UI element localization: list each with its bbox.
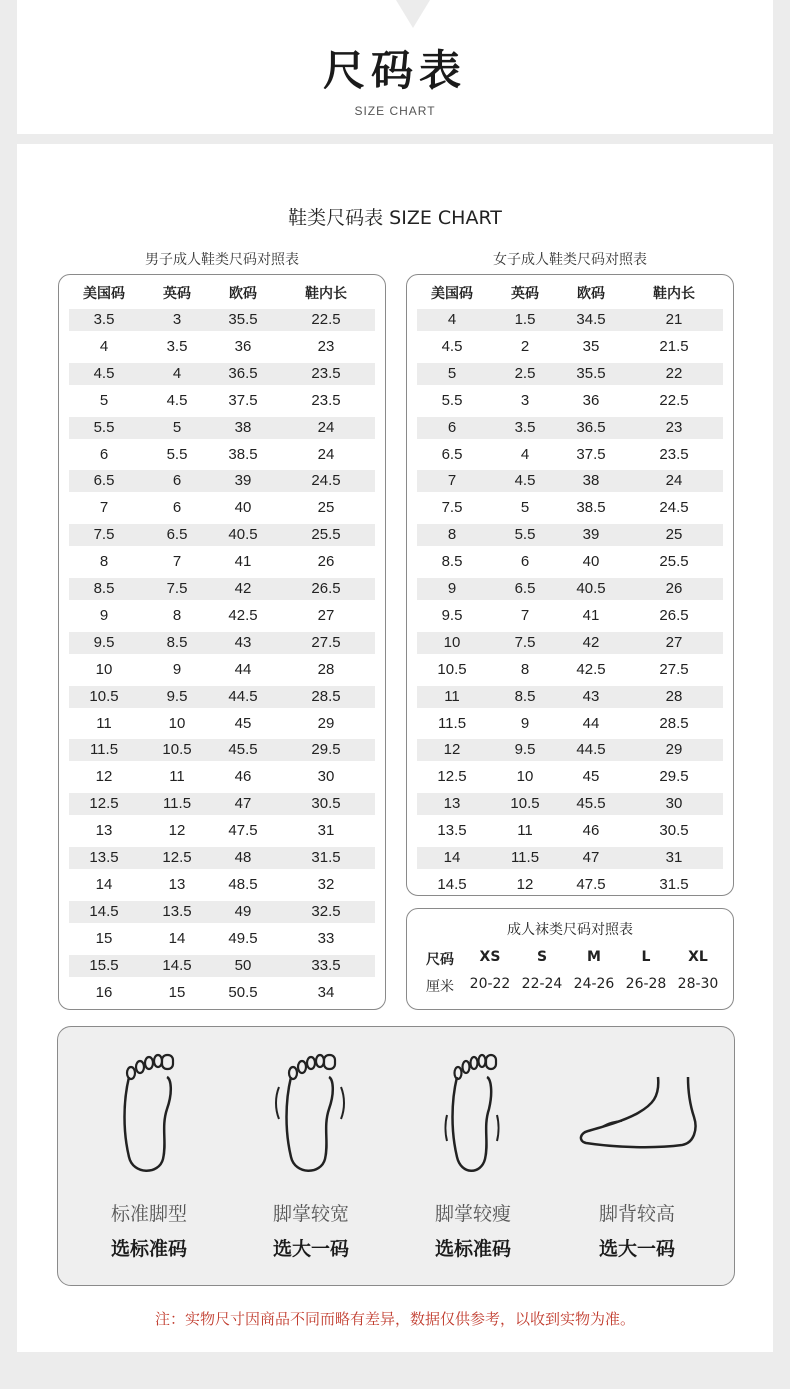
table-cell: 9 (172, 660, 182, 678)
sock-cm-label: 厘米 (426, 979, 454, 995)
table-cell: 12 (168, 822, 186, 840)
table-cell: 10.5 (510, 795, 540, 813)
table-cell: 12.5 (437, 768, 467, 786)
table-cell: 14.5 (162, 956, 192, 974)
foot-type-label: 标准脚型 (110, 1203, 187, 1225)
table-cell: 5 (447, 364, 457, 382)
table-cell: 40.5 (228, 526, 258, 544)
table-cell: 9 (447, 580, 457, 597)
table-cell: 31 (665, 849, 683, 866)
sock-size: XL (688, 949, 708, 965)
table-cell: 41 (234, 553, 252, 571)
page-title: 尺码表 (322, 46, 467, 95)
table-cell: 26.5 (659, 606, 689, 624)
table-cell: 34 (317, 983, 335, 1001)
table-cell: 6.5 (441, 445, 463, 463)
women-size-table (406, 274, 734, 896)
column-header: 欧码 (577, 286, 605, 302)
table-cell: 45.5 (576, 795, 606, 813)
table-cell: 6 (447, 418, 457, 436)
table-cell: 12.5 (162, 849, 192, 866)
table-cell: 8.5 (514, 687, 536, 705)
table-cell: 24.5 (659, 499, 689, 517)
column-header: 英码 (511, 286, 539, 302)
table-cell: 7 (99, 499, 109, 517)
table-cell: 4 (99, 337, 109, 355)
table-cell: 26 (665, 580, 683, 597)
header-notch (396, 0, 430, 28)
table-cell: 7 (447, 472, 457, 490)
table-cell: 6 (172, 472, 182, 490)
table-cell: 30.5 (659, 822, 689, 840)
sock-cm: 24-26 (573, 976, 615, 992)
table-cell: 10.5 (437, 660, 467, 678)
table-cell: 45.5 (228, 741, 258, 759)
table-cell: 23.5 (311, 391, 341, 409)
foot-advice-label: 选标准码 (110, 1238, 187, 1260)
table-cell: 39 (234, 472, 252, 490)
table-cell: 42.5 (576, 660, 606, 678)
table-cell: 6 (520, 553, 530, 571)
table-cell: 48.5 (228, 875, 258, 893)
table-cell: 49 (234, 902, 252, 920)
table-cell: 35 (582, 337, 600, 355)
column-header: 欧码 (229, 286, 257, 302)
table-cell: 40.5 (576, 580, 606, 597)
table-cell: 7.5 (514, 633, 536, 651)
sock-cm: 28-30 (677, 976, 719, 992)
table-cell: 30.5 (311, 795, 341, 813)
table-cell: 22 (665, 364, 683, 382)
table-cell: 44 (234, 660, 252, 678)
foot-type-label: 脚掌较宽 (272, 1203, 349, 1225)
table-cell: 36.5 (228, 364, 258, 382)
table-cell: 9.5 (441, 606, 463, 624)
table-cell: 44 (582, 714, 600, 732)
sock-size: L (641, 949, 651, 965)
table-cell: 4 (172, 364, 182, 382)
table-cell: 36.5 (576, 418, 606, 436)
column-header: 鞋内长 (653, 286, 695, 302)
table-cell: 9 (520, 714, 530, 732)
table-cell: 44.5 (576, 741, 606, 759)
table-cell: 22.5 (659, 391, 689, 409)
table-cell: 14 (168, 929, 186, 947)
table-cell: 27.5 (659, 660, 689, 678)
sock-size: M (587, 949, 601, 965)
table-cell: 11.5 (510, 849, 540, 866)
table-cell: 45 (234, 714, 252, 732)
table-cell: 42 (582, 633, 600, 651)
table-cell: 28 (665, 687, 683, 705)
table-cell: 31.5 (311, 849, 341, 866)
table-cell: 13.5 (437, 822, 467, 840)
table-cell: 11 (517, 822, 533, 840)
column-header: 美国码 (83, 286, 125, 302)
table-cell: 4.5 (441, 337, 463, 355)
table-cell: 37.5 (228, 391, 258, 409)
table-cell: 6.5 (166, 526, 188, 544)
table-cell: 14.5 (437, 875, 467, 893)
table-cell: 13.5 (162, 902, 192, 920)
table-cell: 9.5 (166, 687, 188, 705)
table-cell: 5.5 (93, 418, 115, 436)
foot-type-label: 脚背较高 (598, 1203, 675, 1225)
table-cell: 38 (234, 418, 252, 436)
table-cell: 15 (95, 929, 113, 947)
table-cell: 12 (516, 875, 534, 893)
foot-guide-wide (236, 1047, 386, 1261)
table-cell: 4.5 (93, 364, 115, 382)
table-cell: 25.5 (311, 526, 341, 544)
table-cell: 4 (520, 445, 530, 463)
table-cell: 5.5 (166, 445, 188, 463)
men-table-caption: 男子成人鞋类尺码对照表 (145, 252, 299, 268)
table-cell: 14 (95, 875, 113, 893)
table-cell: 38 (582, 472, 600, 490)
table-cell: 38.5 (576, 499, 606, 517)
table-cell: 34.5 (576, 311, 606, 328)
table-cell: 49.5 (228, 929, 258, 947)
table-cell: 12 (95, 768, 113, 786)
chart-title: 鞋类尺码表 SIZE CHART (288, 207, 502, 229)
table-cell: 8 (99, 553, 109, 571)
table-cell: 42.5 (228, 606, 258, 624)
foot-type-label: 脚掌较瘦 (434, 1203, 511, 1225)
table-cell: 43 (234, 633, 252, 651)
table-cell: 4.5 (514, 472, 536, 490)
table-cell: 26.5 (311, 580, 341, 597)
table-cell: 21.5 (659, 337, 689, 355)
table-cell: 16 (95, 983, 113, 1001)
table-cell: 48 (234, 849, 252, 866)
table-cell: 47 (234, 795, 252, 813)
table-cell: 46 (582, 822, 600, 840)
table-cell: 8 (447, 526, 457, 544)
table-cell: 6.5 (93, 472, 115, 490)
table-cell: 36 (582, 391, 600, 409)
sock-cm: 20-22 (469, 976, 511, 992)
table-cell: 28 (317, 660, 335, 678)
table-cell: 7 (172, 553, 182, 571)
table-cell: 30 (665, 795, 683, 813)
table-cell: 11 (169, 768, 185, 786)
table-cell: 8 (520, 660, 530, 678)
table-cell: 5 (172, 418, 182, 436)
table-cell: 25 (665, 526, 683, 544)
table-cell: 1.5 (514, 311, 536, 328)
sock-cm: 26-28 (625, 976, 667, 992)
size-chart-panel (17, 144, 773, 1352)
table-cell: 11 (444, 687, 460, 705)
table-cell: 24.5 (311, 472, 341, 490)
header (17, 0, 773, 134)
table-cell: 40 (582, 553, 600, 571)
table-cell: 43 (582, 687, 600, 705)
table-cell: 46 (234, 768, 252, 786)
table-cell: 3.5 (514, 418, 536, 436)
table-cell: 27 (317, 606, 335, 624)
table-cell: 25.5 (659, 553, 689, 571)
disclaimer-note: 注：实物尺寸因商品不同而略有差异，数据仅供参考，以收到实物为准。 (154, 1310, 635, 1328)
table-cell: 14 (443, 849, 461, 866)
table-cell: 35.5 (576, 364, 606, 382)
table-cell: 24 (317, 418, 335, 436)
table-cell: 47 (582, 849, 600, 866)
table-cell: 9 (99, 606, 109, 624)
table-cell: 3 (520, 391, 530, 409)
table-cell: 23.5 (659, 445, 689, 463)
table-cell: 31.5 (659, 875, 689, 893)
sock-size: XS (479, 949, 501, 965)
high-arch-foot-icon (572, 1047, 702, 1177)
table-cell: 11.5 (162, 795, 192, 813)
table-cell: 8.5 (441, 553, 463, 571)
table-cell: 5 (520, 499, 530, 517)
table-cell: 27 (665, 633, 683, 651)
table-cell: 5 (99, 391, 109, 409)
table-cell: 6 (99, 445, 109, 463)
table-cell: 29.5 (659, 768, 689, 786)
table-cell: 36 (234, 337, 252, 355)
table-cell: 29 (665, 741, 683, 759)
men-size-table (58, 274, 386, 1010)
narrow-foot-icon (433, 1047, 513, 1177)
table-cell: 11 (96, 714, 112, 732)
table-cell: 15.5 (89, 956, 119, 974)
table-cell: 10 (95, 660, 113, 678)
page-subtitle: SIZE CHART (354, 104, 436, 118)
foot-advice-label: 选大一码 (272, 1238, 349, 1260)
table-cell: 12 (443, 741, 461, 759)
foot-guide-standard (74, 1047, 224, 1261)
table-cell: 23 (665, 418, 683, 436)
table-cell: 32.5 (311, 902, 341, 920)
table-cell: 21 (665, 311, 683, 328)
table-cell: 24 (317, 445, 335, 463)
table-cell: 14.5 (89, 902, 119, 920)
table-cell: 29 (317, 714, 335, 732)
table-cell: 30 (317, 768, 335, 786)
table-cell: 3.5 (166, 337, 188, 355)
table-cell: 10 (443, 633, 461, 651)
table-cell: 10.5 (89, 687, 119, 705)
table-cell: 50.5 (228, 983, 258, 1001)
sock-size-table (406, 908, 734, 1010)
table-cell: 28.5 (311, 687, 341, 705)
table-cell: 37.5 (576, 445, 606, 463)
foot-advice-label: 选大一码 (598, 1238, 675, 1260)
sock-size-label: 尺码 (426, 952, 454, 968)
table-cell: 3.5 (93, 311, 115, 328)
column-header: 美国码 (431, 286, 473, 302)
table-cell: 6 (172, 499, 182, 517)
table-cell: 10 (516, 768, 534, 786)
table-cell: 29.5 (311, 741, 341, 759)
table-cell: 6.5 (514, 580, 536, 597)
table-cell: 44.5 (228, 687, 258, 705)
women-table-caption: 女子成人鞋类尺码对照表 (493, 252, 647, 268)
table-cell: 4 (447, 311, 457, 328)
table-cell: 11.5 (89, 741, 119, 759)
foot-advice-label: 选标准码 (434, 1238, 511, 1260)
table-cell: 47.5 (576, 875, 606, 893)
table-cell: 7.5 (441, 499, 463, 517)
sock-size: S (536, 949, 548, 965)
table-cell: 38.5 (228, 445, 258, 463)
table-cell: 28.5 (659, 714, 689, 732)
table-cell: 50 (234, 956, 252, 974)
table-cell: 13 (443, 795, 461, 813)
table-cell: 42 (234, 580, 252, 597)
table-cell: 3 (172, 311, 182, 328)
table-cell: 31 (317, 822, 335, 840)
foot-guide-narrow (398, 1047, 548, 1261)
sock-table-caption: 成人袜类尺码对照表 (507, 922, 633, 938)
table-cell: 15 (168, 983, 186, 1001)
table-cell: 10 (168, 714, 186, 732)
table-cell: 7.5 (93, 526, 115, 544)
table-cell: 11.5 (437, 714, 467, 732)
table-cell: 7 (520, 606, 530, 624)
table-cell: 26 (317, 553, 335, 571)
table-cell: 8.5 (93, 580, 115, 597)
table-cell: 5.5 (441, 391, 463, 409)
table-cell: 39 (582, 526, 600, 544)
table-cell: 40 (234, 499, 252, 517)
table-cell: 8.5 (166, 633, 188, 651)
table-cell: 23.5 (311, 364, 341, 382)
table-cell: 33.5 (311, 956, 341, 974)
table-cell: 45 (582, 768, 600, 786)
sock-cm: 22-24 (521, 976, 563, 992)
table-cell: 8 (172, 606, 182, 624)
table-cell: 35.5 (228, 311, 258, 328)
table-cell: 33 (317, 929, 335, 947)
table-cell: 32 (317, 875, 335, 893)
standard-foot-icon (109, 1047, 189, 1177)
table-cell: 12.5 (89, 795, 119, 813)
table-cell: 13.5 (89, 849, 119, 866)
table-cell: 9.5 (514, 741, 536, 759)
column-header: 鞋内长 (305, 286, 347, 302)
table-cell: 23 (317, 337, 335, 355)
wide-foot-icon (271, 1047, 351, 1177)
table-cell: 10.5 (162, 741, 192, 759)
table-cell: 27.5 (311, 633, 341, 651)
foot-guide-high-arch (562, 1047, 712, 1261)
column-header: 英码 (163, 286, 191, 302)
table-cell: 13 (168, 875, 186, 893)
foot-type-guide (57, 1026, 735, 1286)
table-cell: 4.5 (166, 391, 188, 409)
table-cell: 22.5 (311, 311, 341, 328)
table-cell: 24 (665, 472, 683, 490)
table-cell: 2 (520, 337, 530, 355)
table-cell: 25 (317, 499, 335, 517)
table-cell: 5.5 (514, 526, 536, 544)
table-cell: 47.5 (228, 822, 258, 840)
table-cell: 7.5 (166, 580, 188, 597)
table-cell: 9.5 (93, 633, 115, 651)
table-cell: 2.5 (514, 364, 536, 382)
table-cell: 13 (95, 822, 113, 840)
table-cell: 41 (582, 606, 600, 624)
